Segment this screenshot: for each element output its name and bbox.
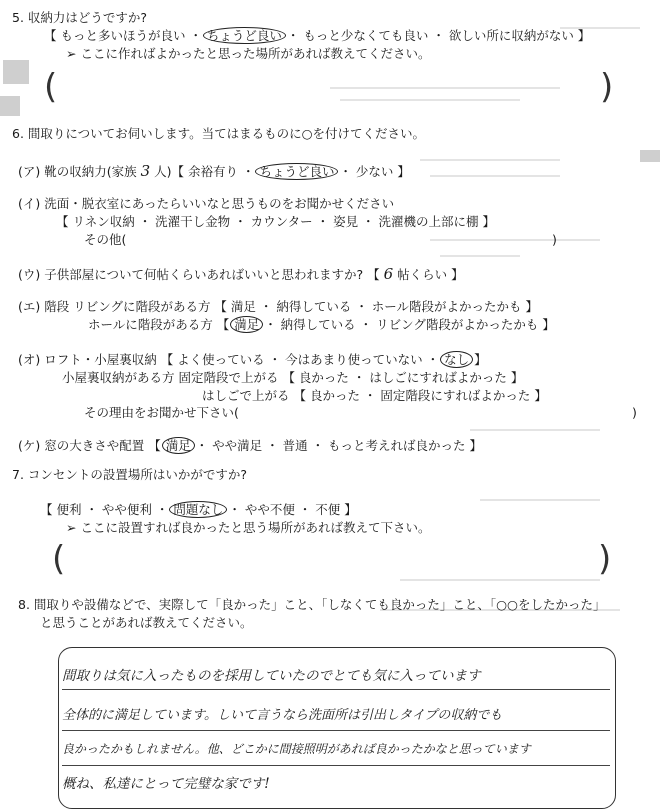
q7-options-post: ・ やや不便 ・ 不便 】 [224, 502, 357, 517]
q6-title: 6. 間取りについてお伺いします。当てはまるものに○を付けてください。 [12, 126, 426, 141]
q6-a-circled-answer: ちょうど良い [255, 163, 338, 180]
q5-options-post: ・ もっと少なくても良い ・ 欲しい所に収納がない 】 [282, 28, 591, 43]
q6-o-reason-close: ) [632, 405, 637, 420]
q5-prompt: ➢ ここに作ればよかったと思った場所があれば教えてください。 [66, 46, 431, 61]
q6-a-pre: (ア) 靴の収納力(家族 [18, 164, 137, 179]
q5-box-right-bracket: ) [600, 67, 614, 107]
q6-a-row [18, 163, 410, 180]
q6-e-title: (エ) 階段 リビングに階段がある方 【 満足 ・ 納得している ・ ホール階段がよかったかも 】 [18, 299, 539, 314]
q6-o-line3: はしごで上がる 【 良かった ・ 固定階段にすればよかった 】 [202, 388, 547, 403]
q6-o-line2: 小屋裏収納がある方 固定階段で上がる 【 良かった ・ はしごにすればよかった 】 [62, 370, 524, 385]
q7-box-right-bracket: ) [598, 539, 612, 579]
q6-a-family-count: 3 [140, 162, 151, 180]
q6-a-post: ・ 少ない 】 [335, 164, 410, 179]
q6-u-pre: (ウ) 子供部屋について何帖くらいあればいいと思われますか? 【 [18, 267, 380, 282]
q7-box-left-bracket: ( [52, 539, 66, 579]
q6-e-line2-pre: ホールに階段がある方 【 [88, 317, 234, 332]
q6-u-handwritten-value: 6 [383, 265, 394, 283]
q8-title-line2: と思うことがあれば教えてください。 [40, 615, 253, 630]
q6-ke-row [18, 438, 482, 454]
q8-answer-rule [62, 730, 610, 731]
q8-title-line1: 8. 間取りや設備などで、実際して「良かった」こと、「しなくても良かった」こと、「○○をしたかった」 [18, 597, 606, 612]
q6-ke-post: ・ やや満足 ・ 普通 ・ もっと考えれば良かった 】 [191, 438, 483, 453]
q6-e-line2-post: ・ 納得している ・ リビング階段がよかったかも 】 [260, 317, 555, 332]
q6-i-other-close: ) [552, 232, 557, 247]
q8-answer-line: 間取りは気に入ったものを採用していたのでとても気に入っています [62, 668, 481, 684]
q6-o-title [18, 352, 487, 368]
q5-options [44, 28, 590, 44]
q6-i-options: 【 リネン収納 ・ 洗濯干し金物 ・ カウンター ・ 姿見 ・ 洗濯機の上部に棚 】 [56, 214, 495, 229]
q6-o-title-pre: (オ) ロフト・小屋裏収納 【 よく使っている ・ 今はあまり使っていない ・ [18, 352, 444, 367]
q6-o-title-post: 】 [470, 352, 487, 367]
q6-i-title: (イ) 洗面・脱衣室にあったらいいなと思うものをお聞かせください [18, 196, 395, 211]
q6-u-row [18, 266, 464, 283]
q8-answer-rule [62, 689, 610, 690]
q6-e-line2 [88, 317, 555, 333]
q7-prompt: ➢ ここに設置すれば良かったと思う場所があれば教えて下さい。 [66, 520, 431, 535]
q5-circled-answer: ちょうど良い [203, 27, 286, 44]
q8-answer-rule [62, 765, 610, 766]
q6-o-circled-answer: なし [440, 351, 473, 368]
q6-e-circled-answer: 満足 [230, 316, 263, 333]
q6-o-reason: その理由をお聞かせ下さい( [84, 405, 239, 420]
q7-title: 7. コンセントの設置場所はいかがですか? [12, 467, 248, 482]
q8-answer-line: 全体的に満足しています。しいて言うなら洗面所は引出しタイプの収納でも [62, 708, 503, 723]
q6-ke-circled-answer: 満足 [162, 437, 195, 454]
q6-i-other: その他( [84, 232, 127, 247]
q6-a-mid: 人)【 余裕有り ・ [154, 164, 259, 179]
q5-title: 5. 収納力はどうですか? [12, 10, 148, 25]
q5-options-pre: 【 もっと多いほうが良い ・ [44, 28, 206, 43]
q7-options-pre: 【 便利 ・ やや便利 ・ [40, 502, 173, 517]
q8-answer-line: 概ね、私達にとって完璧な家です! [62, 776, 270, 792]
q8-answer-line: 良かったかもしれません。他、どこかに間接照明があれば良かったかなと思っています [62, 742, 531, 756]
q6-u-post: 帖くらい 】 [397, 267, 464, 282]
q6-ke-pre: (ケ) 窓の大きさや配置 【 [18, 438, 165, 453]
q5-box-left-bracket: ( [44, 67, 58, 107]
q7-options [40, 502, 357, 518]
q7-circled-answer: 問題なし [169, 501, 227, 518]
